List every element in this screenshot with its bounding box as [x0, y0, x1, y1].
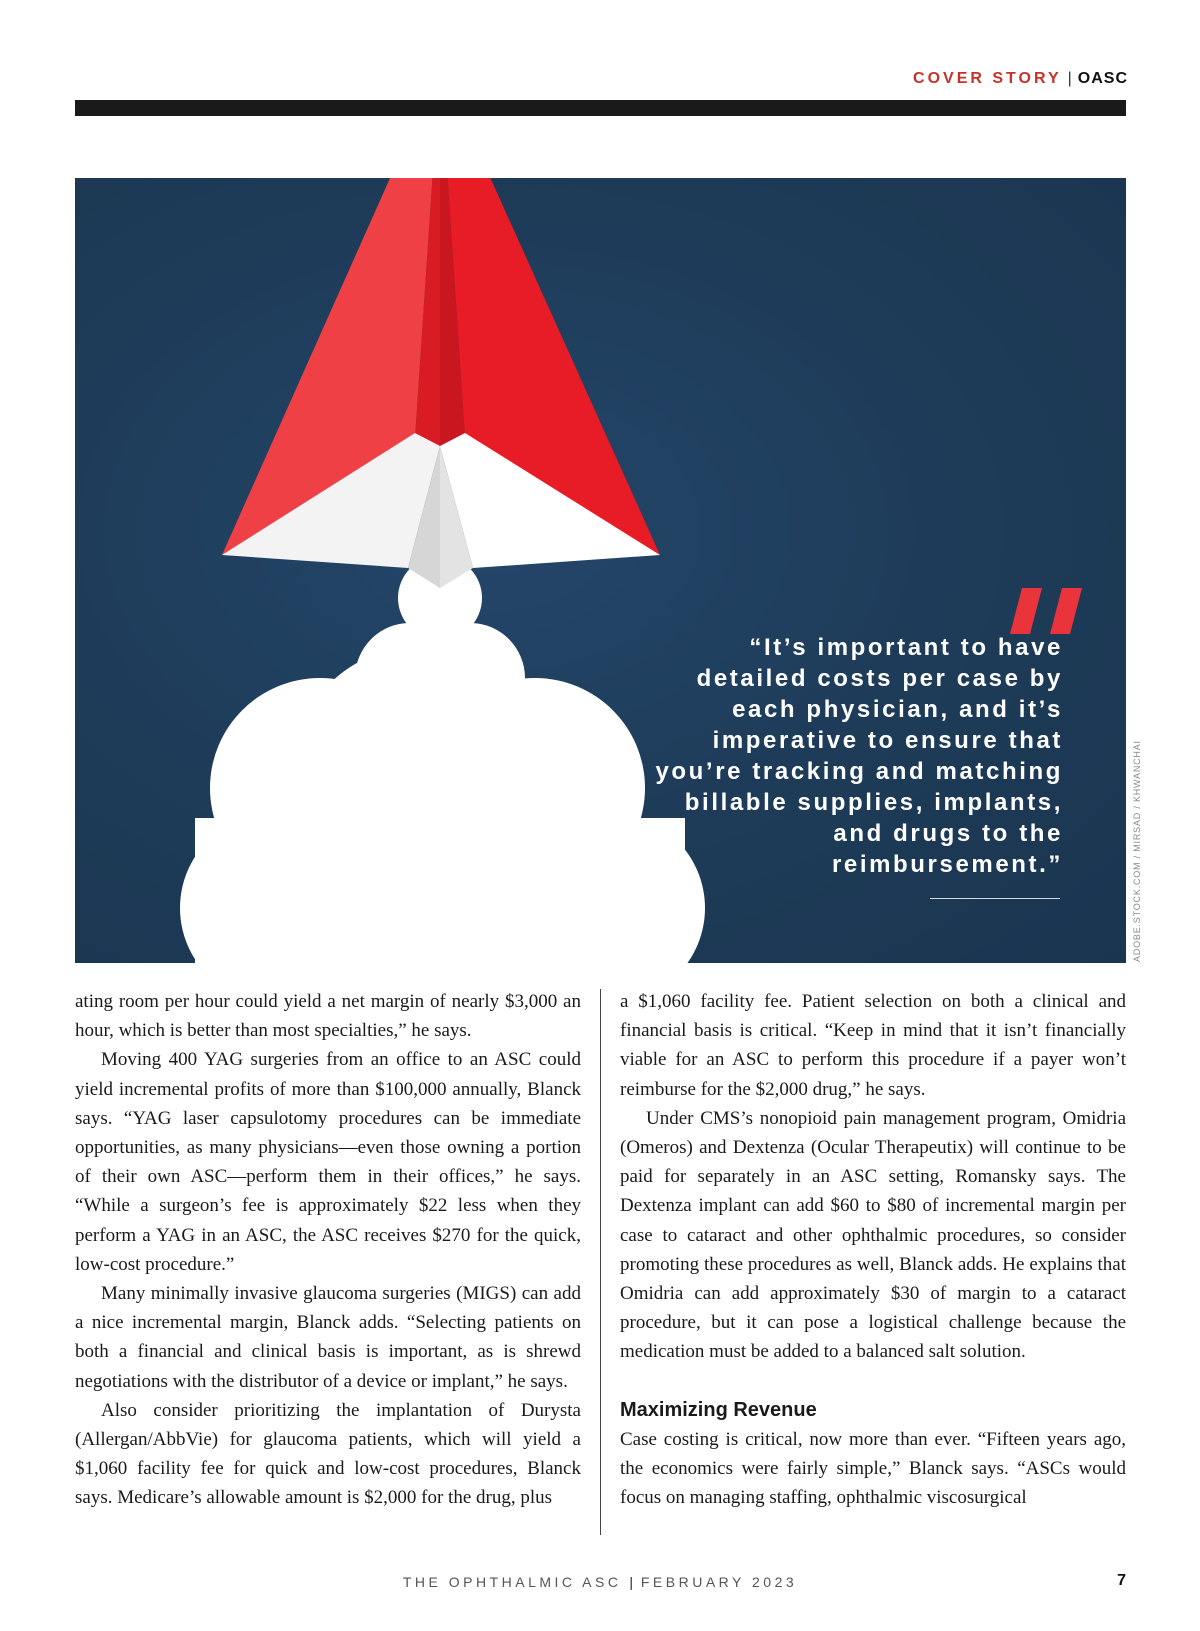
paragraph: Under CMS’s nonopioid pain management program, Omidria (Omeros) and Dextenza (Ocular Therapeutix) will continue to be paid for separately in an ASC setting, Romansky says. The Dextenza implant can add $60 to $80 of incremental margin per case to cataract and other ophthalmic procedures, so consider promoting these procedures as well, Blanck adds. He explains that Omidria can add approximately $30 of margin to a cataract procedure, but it can pose a logistical challenge because the medication must be added to a balanced salt solution.: [620, 1107, 1126, 1363]
header-separator: |: [1067, 70, 1072, 87]
page-number: 7: [1117, 1572, 1126, 1589]
cloud-shape: [180, 556, 705, 963]
paragraph: Case costing is critical, now more than ever. “Fifteen years ago, the economics were fairly simple,” Blanck says. “ASCs would focus on managing staffing, ophthalmic viscosurgical: [620, 1428, 1126, 1509]
right-column: [620, 987, 1126, 1512]
paragraph: ating room per hour could yield a net margin of nearly $3,000 an hour, which is better than most specialties,” he says.: [75, 991, 581, 1042]
section-label: COVER STORY: [913, 70, 1062, 87]
brand-label: OASC: [1077, 70, 1128, 87]
pull-quote-rule: [930, 898, 1060, 899]
header-rule: [75, 100, 1126, 116]
footer-separator: |: [625, 1574, 637, 1590]
photo-credit: ADOBE.STOCK.COM / MIRSAD / KHWANCHAI: [1132, 740, 1142, 962]
paragraph: Many minimally invasive glaucoma surgeries (MIGS) can add a nice incremental margin, Blanck adds. “Selecting patients on both a financial and clinical basis is important, as is shrewd negotiations with the distributor of a device or implant,” he says.: [75, 1283, 581, 1392]
paragraph: Also consider prioritizing the implantation of Durysta (Allergan/AbbVie) for glaucoma patients, which will yield a $1,060 facility fee for quick and low-cost procedures, Blanck says. Medicare’s allowable amount is $2,000 for the drug, plus: [75, 1399, 581, 1509]
paper-plane: [222, 178, 660, 588]
paragraph: a $1,060 facility fee. Patient selection on both a clinical and financial basis is critical. “Keep in mind that it isn’t financially viable for an ASC to perform this procedure if a payer won’t reimburse for the $2,000 drug,” he says.: [620, 991, 1126, 1100]
pull-quote: “It’s important to have detailed costs per case by each physician, and it’s imperative to ensure that you’re tracking and matching billable supplies, implants, and drugs to the reimbursement.”: [655, 634, 1063, 878]
paragraph: Moving 400 YAG surgeries from an office to an ASC could yield incremental profits of more than $100,000 annually, Blanck says. “YAG laser capsulotomy procedures can be immediate opportunities, as many physicians—even those owning a portion of their own ASC—perform them in their offices,” he says. “While a surgeon’s fee is approximately $22 less when they perform a YAG in an ASC, the ASC receives $270 for the quick, low-cost procedure.”: [75, 1049, 581, 1275]
quote-mark-icon: [1010, 588, 1082, 634]
column-divider: [600, 989, 601, 1535]
running-footer: [0, 1574, 1200, 1590]
hero-illustration: [75, 178, 1126, 963]
publication-name: THE OPHTHALMIC ASC: [402, 1574, 622, 1590]
running-header: [913, 70, 1128, 88]
section-heading: Maximizing Revenue: [620, 1398, 817, 1421]
issue-date: FEBRUARY 2023: [640, 1574, 798, 1590]
left-column: [75, 987, 581, 1513]
